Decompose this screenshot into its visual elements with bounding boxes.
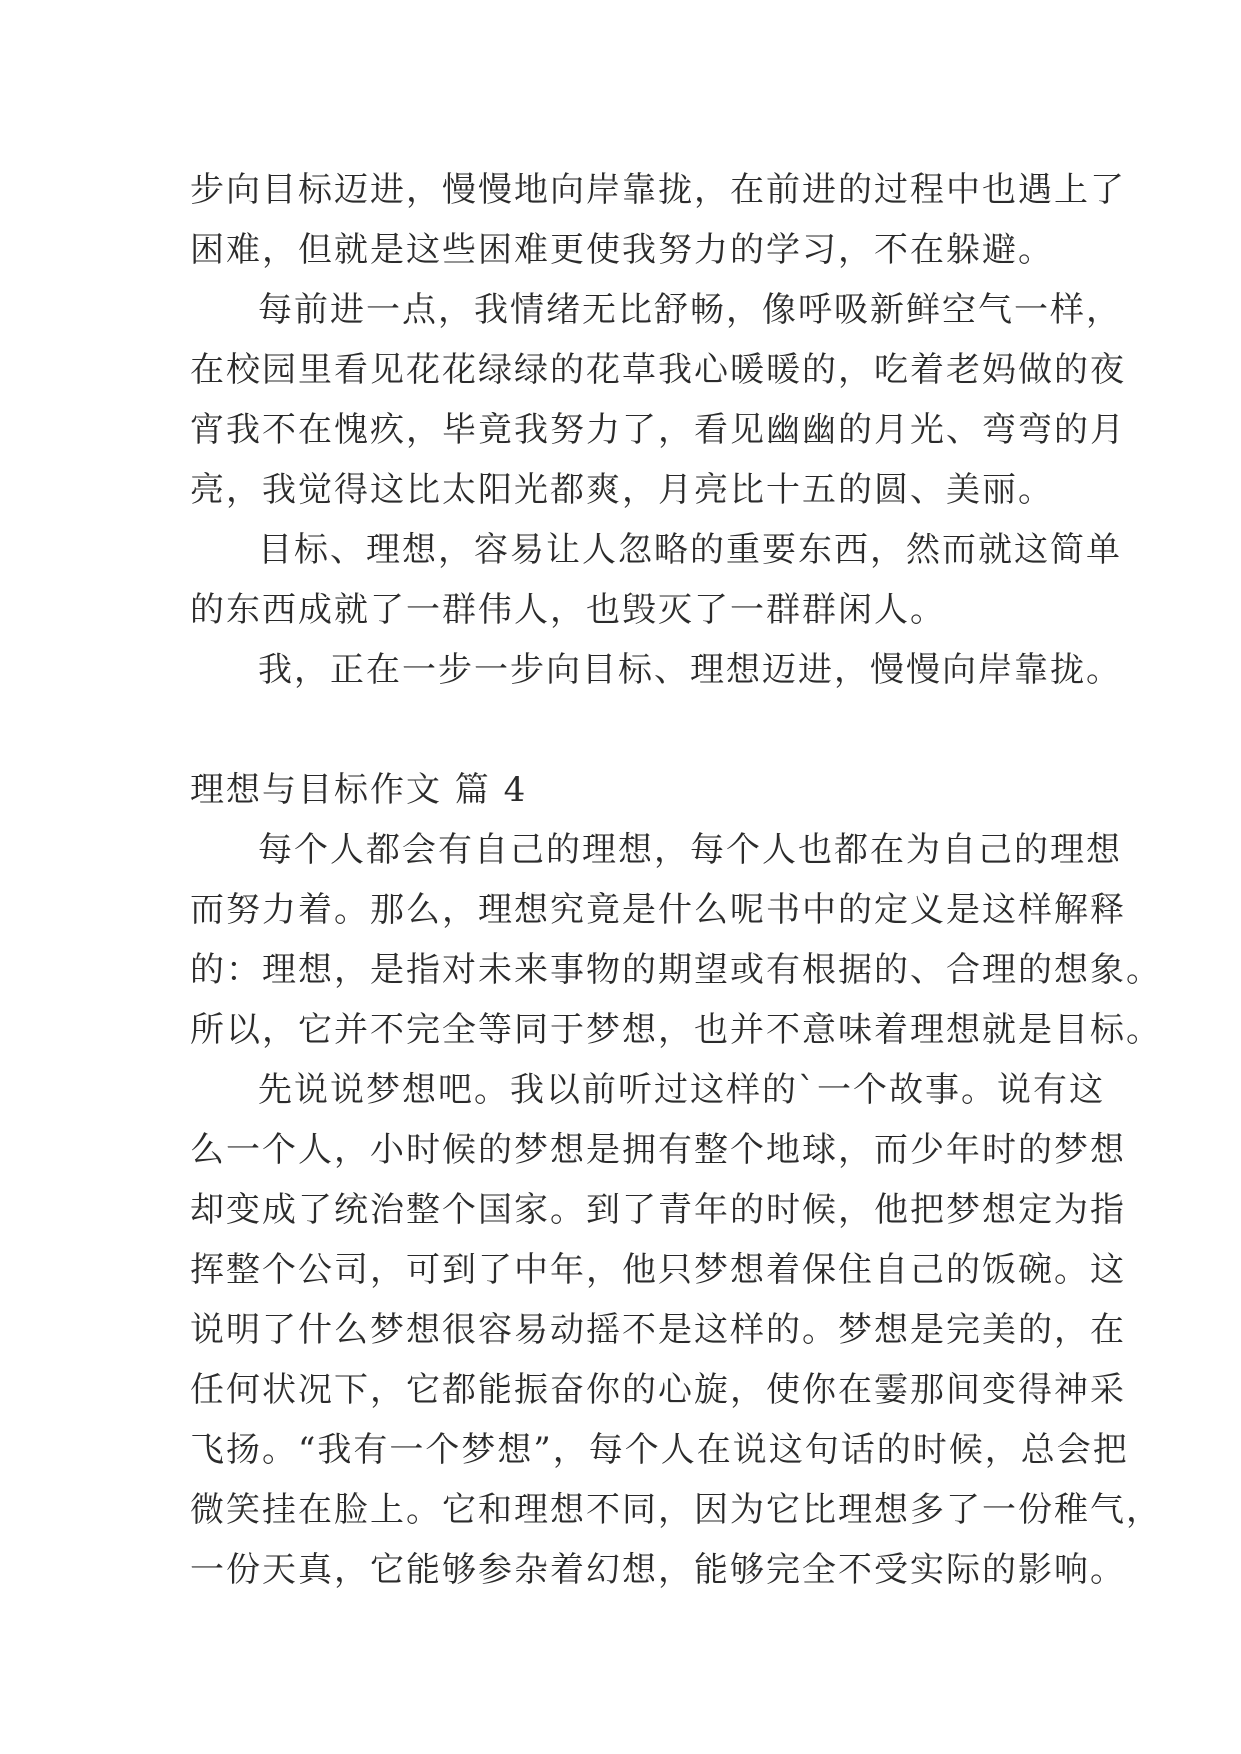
- document-body: [190, 160, 1162, 1600]
- text-line: 任何状况下，它都能振奋你的心旋，使你在霎那间变得神采: [190, 1370, 1126, 1410]
- paragraph: [190, 820, 1162, 1060]
- text-line: 步向目标迈进，慢慢地向岸靠拢，在前进的过程中也遇上了: [190, 170, 1126, 210]
- text-line: 的：理想，是指对未来事物的期望或有根据的、合理的想象。: [190, 950, 1162, 990]
- text-line: 亮，我觉得这比太阳光都爽，月亮比十五的圆、美丽。: [190, 470, 1054, 510]
- text-line: 一份天真，它能够参杂着幻想，能够完全不受实际的影响。: [190, 1550, 1126, 1590]
- text-line: 说明了什么梦想很容易动摇不是这样的。梦想是完美的，在: [190, 1310, 1126, 1350]
- text-line: 目标、理想，容易让人忽略的重要东西，然而就这简单: [258, 530, 1122, 570]
- text-line: 困难，但就是这些困难更使我努力的学习，不在躲避。: [190, 230, 1054, 270]
- paragraph: [190, 1060, 1162, 1600]
- section-title: 理想与目标作文 篇 4: [190, 770, 528, 810]
- text-line: 每前进一点，我情绪无比舒畅，像呼吸新鲜空气一样，: [258, 290, 1122, 330]
- text-line: 所以，它并不完全等同于梦想，也并不意味着理想就是目标。: [190, 1010, 1162, 1050]
- text-line: 先说说梦想吧。我以前听过这样的`一个故事。说有这: [258, 1070, 1105, 1110]
- text-line: 么一个人，小时候的梦想是拥有整个地球，而少年时的梦想: [190, 1130, 1126, 1170]
- text-line: 每个人都会有自己的理想，每个人也都在为自己的理想: [258, 830, 1122, 870]
- paragraph: [190, 280, 1126, 520]
- text-line: 在校园里看见花花绿绿的花草我心暖暖的，吃着老妈做的夜: [190, 350, 1126, 390]
- text-line: 微笑挂在脸上。它和理想不同，因为它比理想多了一份稚气，: [190, 1490, 1162, 1530]
- paragraph-continuation: [190, 160, 1126, 280]
- text-line: 的东西成就了一群伟人，也毁灭了一群群闲人。: [190, 590, 946, 630]
- text-line: 而努力着。那么，理想究竟是什么呢书中的定义是这样解释: [190, 890, 1126, 930]
- text-line: 却变成了统治整个国家。到了青年的时候，他把梦想定为指: [190, 1190, 1126, 1230]
- paragraph: [190, 640, 1122, 700]
- text-line: 宵我不在愧疚，毕竟我努力了，看见幽幽的月光、弯弯的月: [190, 410, 1126, 450]
- text-line: 我，正在一步一步向目标、理想迈进，慢慢向岸靠拢。: [258, 650, 1122, 690]
- text-line: 飞扬。“我有一个梦想”，每个人在说这句话的时候，总会把: [190, 1430, 1129, 1470]
- paragraph: [190, 520, 1122, 640]
- text-line: 挥整个公司，可到了中年，他只梦想着保住自己的饭碗。这: [190, 1250, 1126, 1290]
